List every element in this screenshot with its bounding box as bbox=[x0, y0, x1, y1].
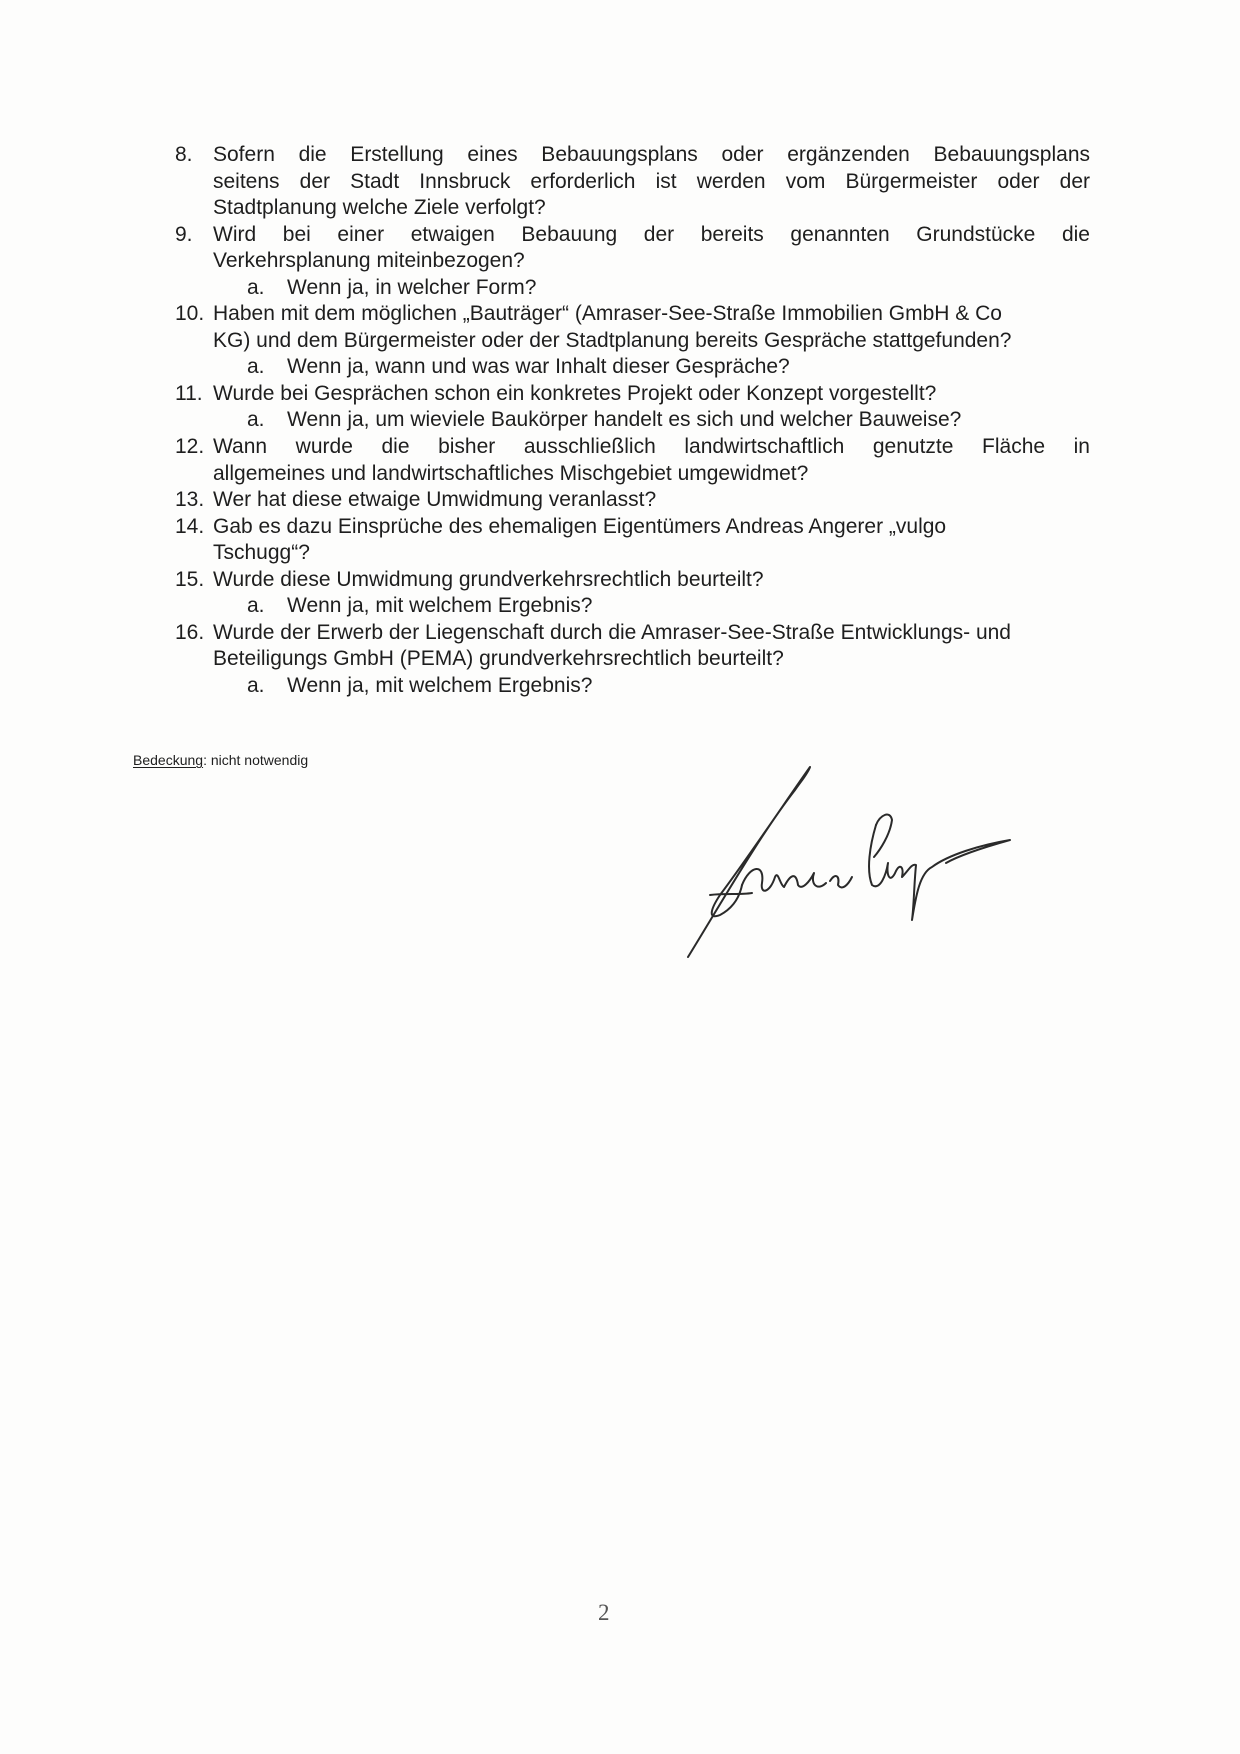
list-item bbox=[0, 301, 1240, 381]
text-line bbox=[0, 195, 1240, 222]
item-text: Wurde bei Gesprächen schon ein konkretes Projekt oder Konzept vorgestellt? bbox=[213, 381, 937, 405]
item-number: 12. bbox=[175, 435, 205, 459]
text-line bbox=[0, 434, 1240, 461]
text-line bbox=[0, 169, 1240, 196]
item-number: 9. bbox=[175, 222, 193, 246]
item-text: seitens der Stadt Innsbruck erforderlich ist werden vom Bürgermeister oder der bbox=[213, 169, 1090, 193]
text-line bbox=[0, 142, 1240, 169]
sub-item bbox=[0, 593, 1240, 620]
item-text: Wird bei einer etwaigen Bebauung der bereits genannten Grundstücke die bbox=[213, 222, 1090, 246]
item-text: Stadtplanung welche Ziele verfolgt? bbox=[213, 196, 546, 220]
sub-item-letter: a. bbox=[247, 408, 265, 432]
handwritten-signature bbox=[680, 745, 1060, 965]
item-text: Wurde der Erwerb der Liegenschaft durch die Amraser-See-Straße Entwicklungs- und bbox=[213, 620, 1011, 644]
item-number: 11. bbox=[175, 381, 203, 405]
sub-item-text: Wenn ja, mit welchem Ergebnis? bbox=[287, 594, 593, 618]
text-line bbox=[0, 461, 1240, 488]
item-text: Verkehrsplanung miteinbezogen? bbox=[213, 249, 525, 273]
item-text: Wurde diese Umwidmung grundverkehrsrechtlich beurteilt? bbox=[213, 567, 764, 591]
text-line bbox=[0, 567, 1240, 594]
sub-item-text: Wenn ja, mit welchem Ergebnis? bbox=[287, 673, 593, 697]
item-number: 15. bbox=[175, 567, 205, 591]
list-item bbox=[0, 142, 1240, 222]
page-number: 2 bbox=[598, 1600, 610, 1625]
sub-item bbox=[0, 354, 1240, 381]
text-line bbox=[0, 646, 1240, 673]
sub-item-text: Wenn ja, in welcher Form? bbox=[287, 275, 537, 299]
item-text: Wann wurde die bisher ausschließlich landwirtschaftlich genutzte Fläche in bbox=[213, 435, 1090, 459]
text-line bbox=[0, 301, 1240, 328]
item-text: Haben mit dem möglichen „Bauträger“ (Amraser-See-Straße Immobilien GmbH & Co bbox=[213, 302, 1002, 326]
list-item bbox=[0, 381, 1240, 434]
item-text: Beteiligungs GmbH (PEMA) grundverkehrsrechtlich beurteilt? bbox=[213, 647, 784, 671]
text-line bbox=[0, 328, 1240, 355]
sub-item bbox=[0, 407, 1240, 434]
text-line bbox=[0, 248, 1240, 275]
item-number: 10. bbox=[175, 302, 205, 326]
text-line bbox=[0, 540, 1240, 567]
text-line bbox=[0, 514, 1240, 541]
list-item bbox=[0, 222, 1240, 302]
item-text: Wer hat diese etwaige Umwidmung veranlasst? bbox=[213, 488, 657, 512]
item-number: 8. bbox=[175, 143, 193, 166]
sub-item-text: Wenn ja, um wieviele Baukörper handelt es sich und welcher Bauweise? bbox=[287, 408, 962, 432]
list-item bbox=[0, 567, 1240, 620]
funding-note bbox=[133, 752, 308, 768]
funding-label: Bedeckung bbox=[133, 752, 204, 768]
list-item bbox=[0, 514, 1240, 567]
text-line bbox=[0, 487, 1240, 514]
text-line bbox=[0, 620, 1240, 647]
item-text: Gab es dazu Einsprüche des ehemaligen Eigentümers Andreas Angerer „vulgo bbox=[213, 514, 947, 538]
funding-value: : nicht notwendig bbox=[203, 752, 309, 768]
item-text: allgemeines und landwirtschaftliches Mischgebiet umgewidmet? bbox=[213, 461, 809, 485]
item-text: Sofern die Erstellung eines Bebauungsplans oder ergänzenden Bebauungsplans bbox=[213, 143, 1090, 166]
item-text: KG) und dem Bürgermeister oder der Stadtplanung bereits Gespräche stattgefunden? bbox=[213, 328, 1012, 352]
question-list bbox=[0, 142, 1240, 699]
sub-item-letter: a. bbox=[247, 594, 265, 618]
item-number: 14. bbox=[175, 514, 205, 538]
text-line bbox=[0, 381, 1240, 408]
sub-item bbox=[0, 673, 1240, 700]
text-line bbox=[0, 222, 1240, 249]
sub-item-letter: a. bbox=[247, 275, 265, 299]
sub-item-text: Wenn ja, wann und was war Inhalt dieser Gespräche? bbox=[287, 355, 790, 379]
list-item bbox=[0, 620, 1240, 700]
sub-item bbox=[0, 275, 1240, 302]
item-number: 16. bbox=[175, 620, 205, 644]
list-item bbox=[0, 487, 1240, 514]
sub-item-letter: a. bbox=[247, 355, 265, 379]
item-text: Tschugg“? bbox=[213, 541, 310, 565]
sub-item-letter: a. bbox=[247, 673, 265, 697]
item-number: 13. bbox=[175, 488, 205, 512]
list-item bbox=[0, 434, 1240, 487]
